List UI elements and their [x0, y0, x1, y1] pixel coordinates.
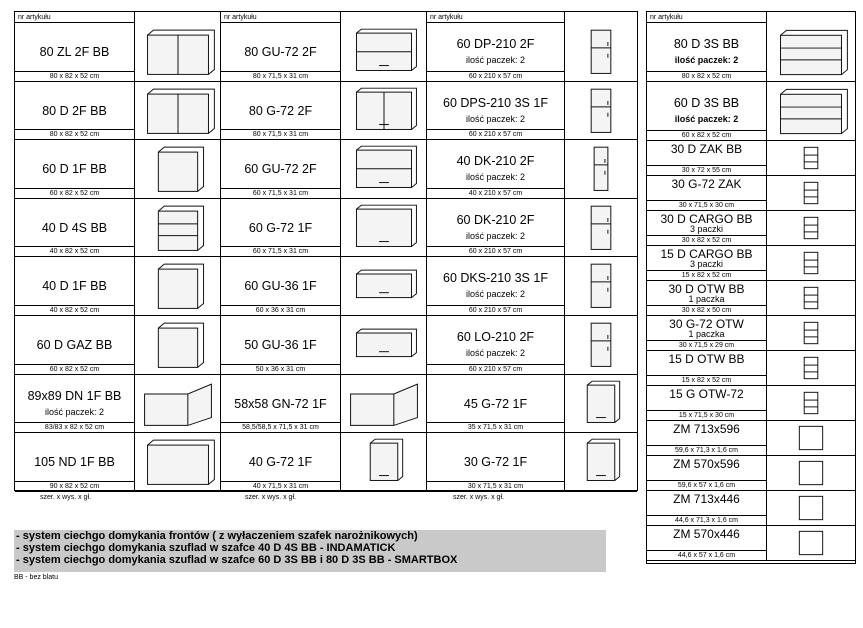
product-row	[427, 257, 637, 316]
product-dimensions: 30 x 71,5 x 31 cm	[427, 481, 564, 492]
product-dimensions: 30 x 82 x 50 cm	[647, 305, 766, 316]
column-header: nr artykułu	[647, 12, 767, 23]
product-info	[221, 82, 341, 141]
product-info	[647, 421, 767, 456]
product-row	[647, 526, 855, 561]
article-number: 60 D GAZ BB	[36, 338, 113, 352]
product-info	[427, 375, 565, 434]
product-row	[221, 140, 427, 199]
article-number: 58x58 GN-72 1F	[234, 396, 327, 411]
article-number: 60 DK-210 2F	[456, 212, 535, 227]
article-number: 30 D OTW BB	[668, 282, 745, 296]
article-number: 60 DKS-210 3S 1F	[443, 271, 548, 286]
product-dimensions: 30 x 72 x 55 cm	[647, 165, 766, 176]
package-count: 1 paczka	[688, 294, 725, 304]
product-row	[427, 316, 637, 375]
package-count: ilość paczek: 2	[465, 172, 526, 183]
article-number: 40 D 4S BB	[41, 220, 108, 235]
product-dimensions: 30 x 71,5 x 29 cm	[647, 340, 766, 351]
product-row	[221, 199, 427, 258]
product-info	[15, 199, 135, 258]
article-number: ZM 570x596	[673, 457, 740, 471]
wall-cabinet-low-flap-icon	[341, 257, 427, 315]
product-info	[427, 23, 565, 82]
article-number: 89x89 DN 1F BB	[27, 388, 122, 403]
product-row	[427, 82, 637, 141]
product-info	[427, 199, 565, 258]
product-row	[15, 257, 221, 316]
product-image	[135, 433, 221, 491]
corner-base-cabinet-icon	[135, 375, 221, 433]
product-column-4	[646, 11, 856, 564]
product-image	[767, 421, 855, 455]
product-info	[221, 23, 341, 82]
product-info	[647, 176, 767, 211]
product-dimensions: 44,6 x 71,3 x 1,6 cm	[647, 515, 766, 526]
product-dimensions: 15 x 82 x 52 cm	[647, 270, 766, 281]
product-row	[221, 23, 427, 82]
product-column-1	[14, 11, 221, 491]
product-dimensions: 60 x 71,5 x 31 cm	[221, 188, 340, 199]
product-info	[647, 386, 767, 421]
base-cabinet-3-drawer-icon	[767, 23, 855, 81]
product-info	[221, 199, 341, 258]
product-image	[565, 140, 637, 198]
product-info	[15, 316, 135, 375]
product-image	[135, 140, 221, 198]
tall-oven-housing-drawers-icon	[565, 82, 637, 140]
article-number: 60 DPS-210 3S 1F	[443, 95, 548, 110]
product-dimensions: 60 x 82 x 52 cm	[15, 188, 134, 199]
package-count: 1 paczka	[688, 329, 725, 339]
product-dimensions: 80 x 82 x 52 cm	[647, 71, 766, 82]
package-count: ilość paczek: 2	[44, 406, 105, 417]
article-number: 30 D CARGO BB	[660, 212, 753, 226]
product-dimensions: 15 x 82 x 52 cm	[647, 375, 766, 386]
column-header: nr artykułu	[427, 12, 565, 23]
product-row	[647, 386, 855, 421]
product-dimensions: 80 x 82 x 52 cm	[15, 71, 134, 82]
product-dimensions: 60 x 210 x 57 cm	[427, 246, 564, 257]
product-image	[767, 316, 855, 350]
product-dimensions: 59,6 x 57 x 1,6 cm	[647, 480, 766, 491]
corner-wall-cabinet-icon	[341, 375, 427, 433]
article-number: 30 G-72 OTW	[669, 317, 744, 331]
product-dimensions: 30 x 71,5 x 30 cm	[647, 200, 766, 211]
product-row	[647, 82, 855, 141]
product-image	[767, 246, 855, 280]
product-dimensions: 60 x 82 x 52 cm	[647, 130, 766, 141]
product-image	[565, 433, 637, 491]
product-image	[565, 316, 637, 374]
product-image	[767, 456, 855, 490]
product-row	[15, 140, 221, 199]
article-number: ZM 713x596	[673, 422, 740, 436]
product-column-2	[220, 11, 427, 491]
base-cabinet-2-door-open-top-icon	[135, 23, 221, 81]
tall-cabinet-narrow-icon	[565, 140, 637, 198]
wall-cabinet-1-door-icon	[341, 199, 427, 257]
package-count: ilość paczek: 2	[674, 114, 739, 124]
article-number: 40 G-72 1F	[248, 455, 313, 470]
column-header: nr artykułu	[15, 12, 135, 23]
product-image	[341, 375, 427, 433]
product-info	[427, 140, 565, 199]
product-row	[221, 375, 427, 434]
product-row	[15, 23, 221, 82]
product-image	[135, 375, 221, 433]
article-number: 30 D ZAK BB	[670, 142, 743, 156]
product-image	[767, 23, 855, 81]
wall-cabinet-narrow-door-icon	[565, 433, 637, 491]
product-dimensions: 80 x 71,5 x 31 cm	[221, 71, 340, 82]
product-info	[221, 375, 341, 434]
product-image	[767, 82, 855, 140]
product-dimensions: 40 x 71,5 x 31 cm	[221, 481, 340, 492]
article-number: 80 D 3S BB	[673, 37, 740, 51]
package-count: ilość paczek: 2	[674, 55, 739, 65]
product-row	[427, 433, 637, 492]
base-cabinet-2-door-icon	[135, 82, 221, 140]
product-column-3	[426, 11, 638, 491]
product-row	[15, 316, 221, 375]
product-dimensions: 60 x 71,5 x 31 cm	[221, 246, 340, 257]
product-info	[15, 140, 135, 199]
wall-cabinet-narrow-door-icon	[565, 375, 637, 433]
product-info	[647, 456, 767, 491]
wall-cabinet-low-flap-icon	[341, 316, 427, 374]
article-number: 45 G-72 1F	[463, 396, 528, 411]
product-info	[647, 491, 767, 526]
product-dimensions: 30 x 82 x 52 cm	[647, 235, 766, 246]
product-info	[221, 316, 341, 375]
product-info	[221, 140, 341, 199]
product-info	[647, 211, 767, 246]
product-image	[767, 211, 855, 245]
product-dimensions: 15 x 71,5 x 30 cm	[647, 410, 766, 421]
product-dimensions: 80 x 71,5 x 31 cm	[221, 129, 340, 140]
product-image	[565, 257, 637, 315]
dimension-legend: szer. x wys. x gł.	[245, 494, 296, 501]
base-cabinet-1-door-icon	[135, 140, 221, 198]
product-info	[647, 526, 767, 561]
wall-cabinet-2-flap-icon	[341, 23, 427, 81]
product-image	[341, 140, 427, 198]
product-image	[767, 526, 855, 560]
product-row	[427, 199, 637, 258]
article-number: 40 D 1F BB	[42, 279, 107, 294]
article-number: 50 GU-36 1F	[244, 338, 317, 352]
product-dimensions: 60 x 36 x 31 cm	[221, 305, 340, 316]
wall-cabinet-narrow-door-icon	[341, 433, 427, 491]
product-row	[221, 257, 427, 316]
product-info	[427, 82, 565, 141]
package-count: 3 paczki	[689, 224, 724, 234]
product-info	[15, 82, 135, 141]
product-image	[565, 23, 637, 81]
product-row	[647, 23, 855, 82]
product-image	[767, 491, 855, 525]
tall-cabinet-icon	[565, 199, 637, 257]
product-dimensions: 80 x 82 x 52 cm	[15, 129, 134, 140]
product-image	[341, 316, 427, 374]
wall-cabinet-2-flap-icon	[341, 140, 427, 198]
base-cabinet-4-drawer-icon	[135, 199, 221, 257]
product-image	[341, 199, 427, 257]
product-row	[15, 199, 221, 258]
product-image	[341, 257, 427, 315]
article-number: 80 D 2F BB	[42, 103, 107, 118]
product-row	[647, 141, 855, 176]
product-image	[135, 199, 221, 257]
product-image	[767, 386, 855, 420]
article-number: 60 GU-72 2F	[244, 162, 317, 177]
product-info	[221, 433, 341, 492]
product-info	[15, 375, 135, 434]
product-row	[15, 82, 221, 141]
open-shelf-base-icon	[767, 281, 855, 315]
column-header: nr artykułu	[221, 12, 341, 23]
product-info	[647, 23, 767, 82]
product-image	[341, 433, 427, 491]
product-info	[647, 351, 767, 386]
product-image	[565, 82, 637, 140]
product-row	[647, 456, 855, 491]
product-dimensions: 58,5/58,5 x 71,5 x 31 cm	[221, 422, 340, 433]
product-image	[135, 257, 221, 315]
base-cabinet-wide-door-icon	[135, 433, 221, 491]
product-dimensions: 60 x 82 x 52 cm	[15, 364, 134, 375]
product-info	[647, 141, 767, 176]
article-number: 105 ND 1F BB	[34, 455, 115, 470]
product-info	[15, 433, 135, 492]
product-dimensions: 59,6 x 71,3 x 1,6 cm	[647, 445, 766, 456]
product-dimensions: 40 x 82 x 52 cm	[15, 305, 134, 316]
product-dimensions: 60 x 210 x 57 cm	[427, 305, 564, 316]
article-number: 60 G-72 1F	[248, 220, 313, 235]
article-number: 15 G OTW-72	[669, 387, 744, 401]
product-row	[221, 316, 427, 375]
product-info	[647, 281, 767, 316]
article-number: 60 D 3S BB	[673, 96, 740, 110]
open-shelf-wall-narrow-icon	[767, 386, 855, 420]
article-number: 30 G-72 ZAK	[671, 177, 742, 191]
package-count: 3 paczki	[689, 259, 724, 269]
product-row	[647, 211, 855, 246]
article-number: 60 DP-210 2F	[456, 37, 535, 51]
product-dimensions: 60 x 210 x 57 cm	[427, 364, 564, 375]
end-shelf-base-icon	[767, 141, 855, 175]
base-cabinet-3-drawer-icon	[767, 82, 855, 140]
product-dimensions: 90 x 82 x 52 cm	[15, 481, 134, 492]
article-number: 80 G-72 2F	[248, 103, 313, 118]
product-image	[341, 82, 427, 140]
panel-icon	[767, 456, 855, 490]
article-number: ZM 713x446	[673, 492, 740, 506]
article-number: 15 D CARGO BB	[660, 247, 753, 261]
product-dimensions: 50 x 36 x 31 cm	[221, 364, 340, 375]
product-row	[221, 82, 427, 141]
note-line: - system ciechgo domykania szuflad w szafce 40 D 4S BB - INDAMATICK	[16, 542, 396, 554]
product-info	[647, 316, 767, 351]
article-number: 60 GU-36 1F	[244, 279, 317, 294]
dimension-legend: szer. x wys. x gł.	[453, 494, 504, 501]
product-image	[767, 281, 855, 315]
base-cabinet-1-door-narrow-icon	[135, 257, 221, 315]
cargo-cabinet-icon	[767, 211, 855, 245]
product-info	[221, 257, 341, 316]
article-number: 60 D 1F BB	[42, 162, 107, 177]
article-number: 40 DK-210 2F	[456, 154, 535, 169]
note-line: - system ciechgo domykania szuflad w szafce 60 D 3S BB i 80 D 3S BB - SMARTBOX	[16, 554, 458, 566]
product-info	[427, 316, 565, 375]
open-shelf-wall-icon	[767, 316, 855, 350]
product-row	[647, 316, 855, 351]
product-dimensions: 40 x 210 x 57 cm	[427, 188, 564, 199]
wall-cabinet-2-door-icon	[341, 82, 427, 140]
package-count: ilość paczek: 2	[465, 55, 526, 65]
panel-icon	[767, 526, 855, 560]
product-image	[565, 199, 637, 257]
article-number: 15 D OTW BB	[668, 352, 745, 366]
product-image	[135, 82, 221, 140]
product-dimensions: 60 x 210 x 57 cm	[427, 129, 564, 140]
product-row	[15, 433, 221, 492]
product-row	[221, 433, 427, 492]
package-count: ilość paczek: 2	[465, 113, 526, 124]
product-image	[767, 351, 855, 385]
package-count: ilość paczek: 2	[465, 230, 526, 241]
product-image	[767, 141, 855, 175]
product-image	[565, 375, 637, 433]
tall-oven-housing-icon	[565, 23, 637, 81]
product-row	[647, 246, 855, 281]
panel-icon	[767, 421, 855, 455]
article-number: 30 G-72 1F	[463, 455, 528, 470]
product-row	[647, 281, 855, 316]
abbreviation-legend: BB - bez blatu	[14, 574, 58, 581]
tall-cabinet-drawers-icon	[565, 257, 637, 315]
package-count: ilość paczek: 2	[465, 348, 526, 358]
product-row	[427, 140, 637, 199]
product-row	[647, 491, 855, 526]
product-info	[15, 257, 135, 316]
product-image	[135, 23, 221, 81]
tall-fridge-cabinet-icon	[565, 316, 637, 374]
note-line: - system ciechgo domykania frontów ( z wyłaczeniem szafek narożnikowych)	[16, 530, 418, 542]
product-row	[427, 23, 637, 82]
article-number: ZM 570x446	[673, 527, 740, 541]
product-dimensions: 35 x 71,5 x 31 cm	[427, 422, 564, 433]
product-row	[427, 375, 637, 434]
product-dimensions: 83/83 x 82 x 52 cm	[15, 422, 134, 433]
product-dimensions: 44,6 x 57 x 1,6 cm	[647, 550, 766, 561]
product-image	[767, 176, 855, 210]
article-number: 80 GU-72 2F	[244, 45, 317, 59]
notes-box	[14, 530, 606, 572]
dimension-legend: szer. x wys. x gł.	[40, 494, 91, 501]
product-row	[647, 421, 855, 456]
panel-icon	[767, 491, 855, 525]
product-image	[135, 316, 221, 374]
package-count: ilość paczek: 2	[465, 289, 526, 300]
product-info	[15, 23, 135, 82]
product-image	[341, 23, 427, 81]
product-info	[647, 82, 767, 141]
product-info	[427, 433, 565, 492]
product-info	[647, 246, 767, 281]
product-row	[15, 375, 221, 434]
product-dimensions: 60 x 210 x 57 cm	[427, 71, 564, 82]
product-dimensions: 40 x 82 x 52 cm	[15, 246, 134, 257]
oven-base-frame-icon	[135, 316, 221, 374]
product-row	[647, 176, 855, 211]
open-shelf-narrow-icon	[767, 351, 855, 385]
article-number: 60 LO-210 2F	[456, 330, 535, 344]
article-number: 80 ZL 2F BB	[39, 45, 110, 59]
cargo-cabinet-narrow-icon	[767, 246, 855, 280]
product-info	[427, 257, 565, 316]
end-shelf-wall-icon	[767, 176, 855, 210]
product-row	[647, 351, 855, 386]
